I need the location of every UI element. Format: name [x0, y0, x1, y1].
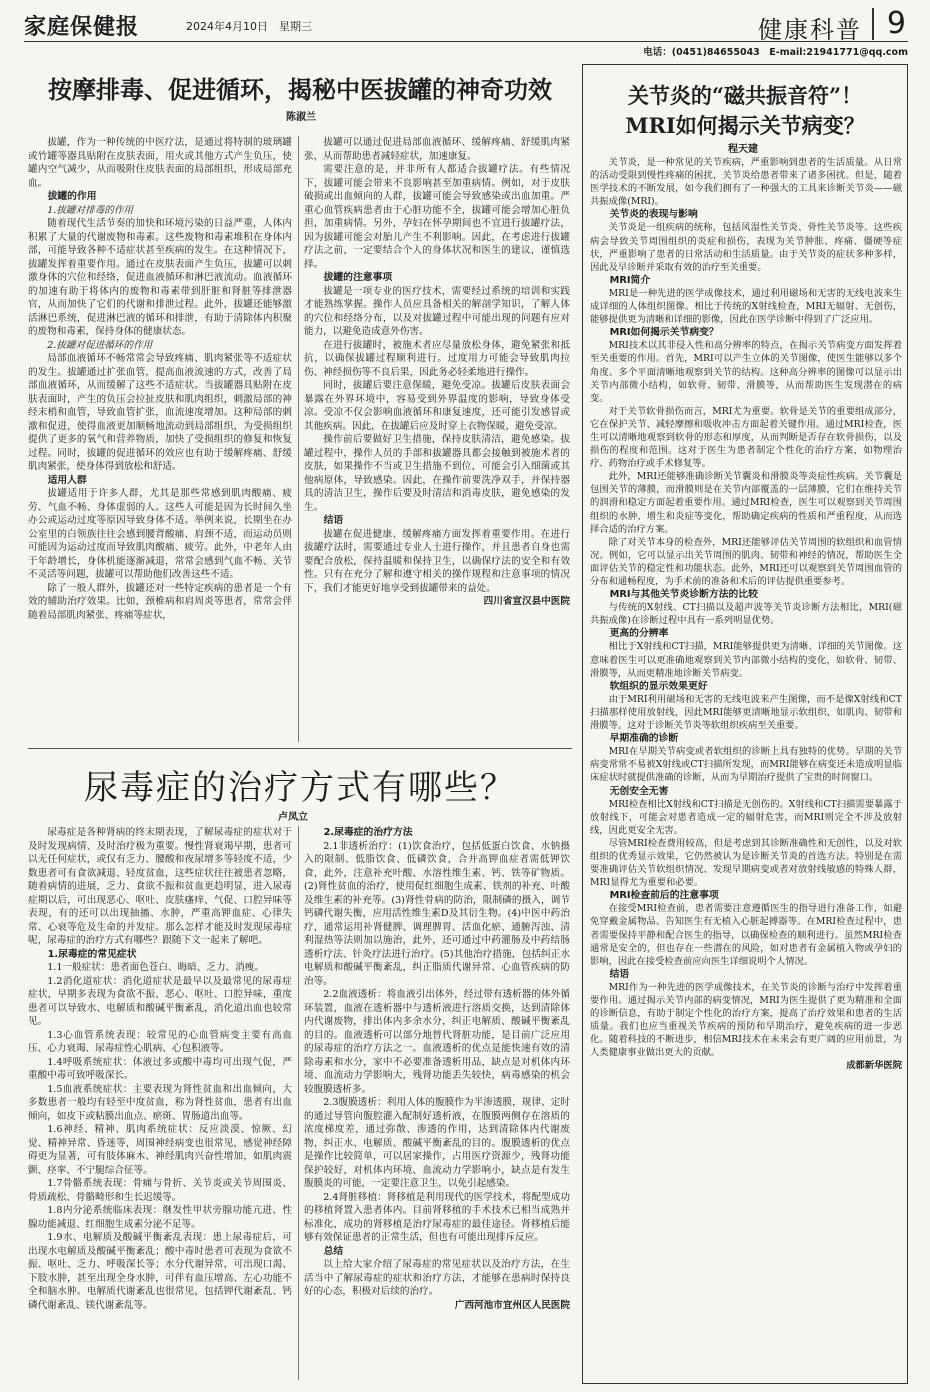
sub-subheading: 2.拔罐对促进循环的作用	[47, 339, 153, 351]
subheading: 1.尿毒症的常见症状	[47, 948, 137, 960]
paragraph: 1.2消化道症状：消化道症状是最早以及最常见的尿毒症症状，早期多表现为食欲不振、恶心、呕吐、口腔异味，重度患者可以导致水、电解质和酸碱平衡紊乱，消化道出血也较常见。	[28, 975, 292, 1027]
column-divider	[298, 136, 299, 742]
subheading: MRI与其他关节炎诊断方法的比较	[609, 589, 758, 601]
paragraph: 1.3心血管系统表现：较常见的心血管病变主要有高血压、心力衰竭、尿毒症性心肌病、心包积液等。	[28, 1029, 292, 1054]
paragraph: MRI在早期关节病变或者软组织的诊断上具有独特的优势。早期的关节病变常常不易被X射线或CT扫描所发现，而MRI能够在病变还未造成明显临床症状时就提供准确的诊断，从而为早期治疗提供了宝贵的时间窗口。	[590, 746, 902, 784]
article-title-uremia: 尿毒症的治疗方式有哪些？	[84, 768, 516, 808]
paragraph: 2.1非透析治疗：(1)饮食治疗，包括低蛋白饮食、水钠摄入的限制、低脂饮食、低磷饮食，合并高钾血症者需低钾饮食，此外，注意补充叶酸、水溶性维生素、钙、铁等矿物质。(2)肾性贫血的治疗，使用促红细胞生成素、铁剂的补充、叶酸及维生素的补充等。(3)肾性骨病的防治，限制磷的摄入，调节钙磷代谢失衡，应用活性维生素D及其衍生物。(4)中医中药治疗，通常运用补肾健脾、调理脾胃、活血化瘀、通腑泻浊、清利湿热等法则加以施治，此外，还可通过中药灌肠及中药结肠透析疗法、针灸疗法进行治疗。(5)其他治疗措施，包括纠正水电解质和酸碱平衡紊乱，纠正脂质代谢异常、心血管疾病的防治等。	[304, 840, 570, 987]
subheading: 早期准确的诊断	[609, 733, 679, 745]
paragraph: 拔罐可以通过促进局部血液循环、缓解疼痛、舒缓肌肉紧张，从而帮助患者减轻症状，加速康复。	[304, 137, 570, 162]
paragraph: 在进行拔罐时，被施术者应尽量放松身体，避免紧张和抵抗，以确保拔罐过程顺利进行。过度用力可能会导致肌肉拉伤、神经损伤等不良后果，因此务必轻柔地进行操作。	[304, 339, 570, 378]
masthead	[24, 8, 908, 42]
paragraph: MRI是一种先进的医学成像技术，通过利用磁场和无害的无线电波来生成详细的人体组织图像。相比于传统的X射线检查，MRI无辐射、无创伤，能够提供更为清晰和详细的影像，因此在医学诊断中得到了广泛应用。	[590, 287, 902, 326]
paragraph: 1.5血液系统症状：主要表现为肾性贫血和出血倾向，大多数患者一般均有轻至中度贫血，称为肾性贫血，患者有出血倾向，如皮下或粘膜出血点、瘀斑、胃肠道出血等。	[28, 1083, 292, 1122]
article-uremia-column-1	[28, 826, 292, 1380]
subheading: 结语	[323, 515, 344, 526]
paragraph: 1.4呼吸系统症状：体液过多或酸中毒均可出现气促，严重酸中毒可致呼吸深长。	[28, 1056, 292, 1081]
subheading: 无创安全无害	[609, 785, 669, 797]
article-mri-body	[590, 156, 902, 1378]
paragraph: 由于MRI利用磁场和无害的无线电波来产生图像，而不是像X射线和CT扫描那样使用放射线，因此MRI能够更清晰地显示软组织，如肌肉、韧带和滑膜等。这对于诊断关节炎等软组织疾病至关重要。	[590, 693, 902, 732]
article-cupping-column-1	[28, 136, 292, 742]
paragraph: 2.2血液透析：将血液引出体外，经过带有透析器的体外循环装置，血液在透析器中与透析液进行溶质交换，达到清除体内代谢废物，排出体内多余水分，纠正电解质、酸碱平衡紊乱的目的。血液透析可以部分地替代肾脏功能，是目前广泛应用的尿毒症的治疗方法之一。血液透析的优点是能快速有效的清除毒素和水分，家中不必要准备透析用品，缺点是对机体内环境、血流动力学影响大，残肾功能丢失较快，病毒感染的机会较腹膜透析多。	[304, 989, 570, 1095]
paragraph: 2.4肾脏移植：肾移植是利用现代的医学技术，将配型成功的移植肾置入患者体内。目前肾移植的手术技术已相当成熟并标准化，成功的肾移植是治疗尿毒症的最佳途径。肾移植后能够有效保证患者的正常生活，但也有可能出现排斥反应。	[304, 1191, 570, 1243]
article-title-mri-line2: MRI如何揭示关节病变？	[625, 113, 865, 138]
contact-info: 电话：(0451)84655043 E-mail:21941771@qq.com	[643, 47, 908, 58]
paragraph: 1.8内分泌系统临床表现：继发性甲状旁腺功能亢进、性腺功能减退、红细胞生成素分泌不足等。	[28, 1205, 292, 1230]
paragraph: 拔罐适用于许多人群，尤其是那些常感到肌肉酸痛、疲劳、气血不畅、身体虚弱的人。这些人可能是因为长时间久坐办公或运动过度等原因导致身体不适。举例来说，长期坐在办公室里的白领族往往会感到腰背酸痛、肩颈不适，而运动员则可能因为运动过度而导致肌肉酸痛、疲劳。此外，中老年人由于年龄增长，身体机能逐渐减退，常常会感到气血不畅、关节不灵活等问题，拔罐可以帮助他们改善这些不适。	[28, 488, 292, 580]
subheading: MRI简介	[609, 274, 651, 286]
paragraph: 拔罐是一项专业的医疗技术，需要经过系统的培训和实践才能熟练掌握。操作人员应具备相关的解剖学知识，了解人体的穴位和经络分布，以及对拔罐过程中可能出现的问题有应对能力，以避免造成意外伤害。	[304, 285, 570, 337]
sub-subheading: 1.拔罐对排毒的作用	[47, 204, 134, 216]
subheading: 拔罐的注意事项	[323, 272, 393, 283]
section-divider	[28, 748, 572, 749]
paragraph: 对于关节软骨损伤而言，MRI尤为重要。软骨是关节的重要组成部分，它在保护关节、减轻摩擦和吸收冲击方面起着关键作用。通过MRI检查，医生可以清晰地观察到软骨的形态和厚度，从而判断是否存在软骨损伤，以及损伤的程度和范围。这对于医生为患者制定个性化的治疗方案，如物理治疗、药物治疗或手术修复等。	[590, 405, 902, 470]
paragraph: 除了对关节本身的检查外，MRI还能够评估关节周围的软组织和血管情况。例如，它可以显示出关节周围的肌肉、韧带和神经的情况，帮助医生全面评估关节的稳定性和功能状态。此外，MRI还可以观察到关节周围血管的分布和通畅程度，为手术前的准备和术后的评估提供重要参考。	[590, 536, 902, 587]
paragraph: 以上给大家介绍了尿毒症的常见症状以及治疗方法，在生活当中了解尿毒症的症状和治疗方法，才能够在患病时保持良好的心态，积极对后续的治疗。	[304, 1259, 570, 1297]
column-divider	[298, 826, 299, 1380]
hospital-credit: 广西河池市宜州区人民医院	[454, 1299, 570, 1311]
issue-date: 2024年4月10日 星期三	[186, 20, 312, 33]
paragraph: 随着现代生活节奏的加快和环境污染的日益严重，人体内积累了大量的代谢废物和毒素。这些废物和毒素堆积在身体内部，可能导致各种不适症状甚至疾病的发生。在这种情况下，拔罐发挥着重要作用。通过在皮肤表面产生负压，拔罐可以刺激身体的穴位和经络，促进血液循环和淋巴液流动。血液循环的加速有助于将体内的废物和毒素带到肝脏和肾脏等排泄器官，从而加快了它们的代谢和排泄过程。此外，拔罐还能够激活淋巴系统，促进淋巴液的循环和排泄，有助于清除体内积聚的废物和毒素，保持身体的健康状态。	[28, 218, 292, 337]
subheading: 关节炎的表现与影响	[609, 209, 698, 221]
paragraph: 拔罐在促进健康、缓解疼痛方面发挥着重要作用。在进行拔罐疗法时，需要通过专业人士进行操作，并且患者自身也需要配合放松，保持温暖和保持卫生，以确保疗法的安全和有效性。只有在充分了解和遵守相关的操作规程和注意事项的情况下，我们才能更好地享受到拔罐带来的益处。	[304, 528, 570, 594]
paragraph: 在接受MRI检查前，患者需要注意遵循医生的指导进行准备工作，如避免穿戴金属物品、告知医生有无植入心脏起搏器等。在MRI检查过程中，患者需要保持平静和配合医生的指导，以确保检查的顺利进行。虽然MRI检查通常是安全的，但也存在一些潜在的风险，如对患者有金属植入物或孕妇的影响，因此在接受检查前应向医生详细说明个人情况。	[590, 903, 902, 967]
subheading: 结语	[609, 968, 630, 980]
paragraph: 1.7骨骼系统表现：骨痛与骨折、关节炎或关节周围炎、骨质疏松、骨骼畸形和生长迟缓等。	[28, 1178, 292, 1203]
hospital-credit: 四川省宣汉县中医院	[483, 596, 570, 607]
page-number: 9	[886, 6, 906, 41]
paragraph: 局部血液循环不畅常常会导致疼痛、肌肉紧张等不适症状的发生。拔罐通过扩张血管，提高血液流速的方式，改善了局部血液循环，从而缓解了这些不适症状。当拔罐器具贴附在皮肤表面时，产生的负压会拉扯皮肤和肌肉组织，刺激局部的神经末梢和血管，导致血管扩张，血流速度增加。这种局部的刺激和促进，使得血液更加顺畅地流动到局部组织，为受损组织提供了更多的氧气和营养物质，加快了受损组织的修复和恢复过程。同时，拔罐的促进循环的效应也有助于缓解疼痛、舒缓肌肉紧张，使身体得到放松和舒适。	[28, 353, 292, 472]
article-uremia-column-2	[304, 826, 570, 1380]
paragraph: MRI技术以其非侵入性和高分辨率的特点，在揭示关节病变方面发挥着至关重要的作用。首先，MRI可以产生立体的关节图像，使医生能够以多个角度、多个平面清晰地观察到关节的结构。这种高分辨率的图像可以显示出关节内部微小结构，如软骨、韧带、滑膜等，从而帮助医生发现潜在的病变。	[590, 340, 902, 404]
paragraph: 操作前后要做好卫生措施，保持皮肤清洁，避免感染。拔罐过程中，操作人员的手部和拔罐器具都会接触到被施术者的皮肤，如果操作不当或卫生措施不到位，可能会引入细菌或其他病原体，导致感染。因此，在操作前要洗净双手，并保持器具的清洁卫生，操作后要及时清洁和消毒皮肤，避免感染的发生。	[304, 434, 570, 513]
paragraph: 与传统的X射线、CT扫描以及超声波等关节炎诊断方法相比，MRI(磁共振成像)在诊断过程中具有一系列明显优势。	[590, 602, 902, 627]
subheading: 总结	[323, 1245, 344, 1257]
subheading: 2.尿毒症的治疗方法	[323, 827, 413, 838]
paragraph: 尽管MRI检查费用较高，但是考虑到其诊断准确性和无创性，以及对软组织的优秀显示效果，它仍然被认为是诊断关节炎的首选方法。特别是在需要准确评估关节软组织情况、发现早期病变或者对放射线敏感的特殊人群，MRI显得尤为重要和必要。	[590, 837, 902, 889]
paragraph: 相比于X射线和CT扫描，MRI能够提供更为清晰、详细的关节图像。这意味着医生可以更准确地观察到关节内部微小结构的变化，如软骨、韧带、滑膜等，从而更精准地诊断关节病变。	[590, 641, 902, 679]
article-author-mri: 程天建	[728, 144, 758, 155]
article-title-cupping: 按摩排毒、促进循环，揭秘中医拔罐的神奇功效	[48, 75, 552, 104]
masthead-divider	[872, 8, 874, 40]
paragraph: 尿毒症是各种肾病的终末期表现，了解尿毒症的症状对于及时发现病情、及时治疗极为重要。慢性肾衰竭早期，患者可以无任何症状，或仅有乏力、腰酸和夜尿增多等轻度不适，少数患者可有食欲减退、轻度贫血，这些症状往往被患者忽略，随着病情的进展，乏力、食欲不振和贫血更趋明显，进入尿毒症期以后，可出现恶心、呕吐、皮肤瘙痒、气促、口腔异味等表现，有的还可以出现抽搐、水肿，严重高钾血症、心律失常、心衰等危及生命的并发症。那么怎样才能及时发现尿毒症呢，尿毒症的治疗方式有哪些？跟随下文一起来了解吧。	[28, 827, 292, 946]
paragraph: 关节炎，是一种常见的关节疾病，严重影响到患者的生活质量。从日常的活动受限到慢性疼痛的困扰，关节炎给患者带来了诸多困扰。但是，随着医学技术的不断发展，如今我们拥有了一种强大的工具来诊断关节炎——磁共振成像(MRI)。	[590, 157, 902, 208]
paragraph: 2.3腹膜透析：利用人体的腹膜作为半渗透膜，规律、定时的通过导管向腹腔灌入配制好透析液，在腹膜两侧存在溶质的浓度梯度差，通过弥散、渗透的作用，达到清除体内代谢废物，纠正水、电解质、酸碱平衡紊乱的目的。腹膜透析的优点是操作比较简单，可以居家操作，占用医疗资源少，残肾功能保护较好，对机体内环境、血流动力学影响小，缺点是有发生腹膜炎的可能，一定要注意卫生，以免引起感染。	[304, 1097, 570, 1189]
paragraph: 同时，拔罐后要注意保暖，避免受凉。拔罐后皮肤表面会暴露在外界环境中，容易受到外界温度的影响，导致身体受凉。受凉不仅会影响血液循环和康复速度，还可能引发感冒或其他疾病。因此，在拔罐后应及时穿上衣物保暖，避免受凉。	[304, 380, 570, 432]
subheading: 更高的分辨率	[609, 628, 669, 640]
article-author-uremia: 卢凤立	[278, 812, 308, 823]
paragraph: 关节炎是一组疾病的统称，包括风湿性关节炎、骨性关节炎等。这些疾病会导致关节周围组织的炎症和损伤，表现为关节肿胀、疼痛、僵硬等症状，严重影响了患者的日常活动和生活质量。由于关节炎的症状多种多样，因此及早诊断并采取有效的治疗至关重要。	[590, 222, 902, 273]
article-author-cupping: 陈淑兰	[286, 112, 316, 123]
subheading: 软组织的显示效果更好	[609, 680, 708, 692]
paragraph: 拔罐，作为一种传统的中医疗法，是通过将特制的玻璃罐或竹罐等器具贴附在皮肤表面，用火或其他方式产生负压，使罐内空气减少，从而吸附住皮肤表面的局部组织，形成局部充血。	[28, 137, 292, 189]
paragraph: MRI作为一种先进的医学成像技术，在关节炎的诊断与治疗中发挥着重要作用。通过揭示关节内部的病变情况，MRI为医生提供了更为精准和全面的诊断信息，有助于制定个性化的治疗方案，提高了治疗效果和患者的生活质量。我们也应当重视关节疾病的预防和早期治疗，避免疾病的进一步恶化。随着科技的不断进步，相信MRI技术在未来会有更广阔的应用前景，为人类健康事业做出更大的贡献。	[590, 981, 902, 1059]
subheading: MRI检查前后的注意事项	[609, 890, 719, 902]
paragraph: 需要注意的是，并非所有人都适合拔罐疗法。有些情况下，拔罐可能会带来不良影响甚至加重病情。例如，对于皮肤破损或出血倾向的人群，拔罐可能会导致感染或出血加重。严重心血管疾病患者由于心脏功能不全，拔罐可能会增加心脏负担，加重病情。另外，孕妇在怀孕期间也不宜进行拔罐疗法，因为拔罐可能会对胎儿产生不利影响。因此，在考虑进行拔罐疗法之前，一定要结合个人的身体状况和医生的建议，谨慎选择。	[304, 164, 570, 270]
newspaper-name: 家庭保健报	[24, 14, 140, 40]
paragraph: 除了一般人群外，拔罐还对一些特定疾病的患者是一个有效的辅助治疗效果。比如，颈椎病和肩周炎等患者，常常会伴随着局部肌肉紧张、疼痛等症状，	[28, 582, 292, 621]
paragraph: 1.1一般症状：患者面色苍白、晦暗、乏力、消瘦。	[47, 962, 264, 973]
section-title: 健康科普	[758, 16, 862, 44]
subheading: 适用人群	[47, 474, 87, 486]
hospital-credit: 成都新华医院	[846, 1060, 902, 1072]
subheading: MRI如何揭示关节病变？	[609, 327, 719, 339]
paragraph: MRI检查相比X射线和CT扫描是无创伤的。X射线和CT扫描需要暴露于放射线下，可能会对患者造成一定的辐射危害，而MRI则完全不涉及放射线，因此更安全无害。	[590, 798, 902, 836]
paragraph: 1.6神经、精神、肌肉系统症状：反应淡漠、惊厥、幻觉、精神异常、昏迷等，周围神经病变也很常见，感觉神经障碍更为显著，可有肢体麻木、神经肌肉兴奋性增加，如肌肉震颤、痉挛、不宁腿综合征等。	[28, 1124, 292, 1176]
paragraph: 1.9水、电解质及酸碱平衡紊乱表现：患上尿毒症后，可出现水电解质及酸碱平衡紊乱；酸中毒时患者可表现为食欲不振、呕吐、乏力、呼吸深长等；水分代谢异常，可出现口渴、下肢水肿，甚至出现全身水肿，可伴有血压增高、左心功能不全和脑水肿。电解质代谢紊乱也很常见，包括钾代谢紊乱、钙磷代谢紊乱、镁代谢紊乱等。	[28, 1232, 292, 1311]
subheading: 拔罐的作用	[47, 191, 97, 202]
article-cupping-column-2	[304, 136, 570, 742]
paragraph: 此外，MRI还能够准确诊断关节囊炎和滑膜炎等炎症性疾病。关节囊是包围关节的薄膜，而滑膜则是在关节内部覆盖的一层薄膜，它们在维持关节的润滑和稳定方面起着重要作用。通过MRI检查，医生可以观察到关节周围组织的水肿、增生和炎症等变化，帮助确定疾病的性质和严重程度，从而选择合适的治疗方案。	[590, 471, 902, 535]
article-title-mri-line1: 关节炎的“磁共振音符”！	[627, 83, 863, 108]
